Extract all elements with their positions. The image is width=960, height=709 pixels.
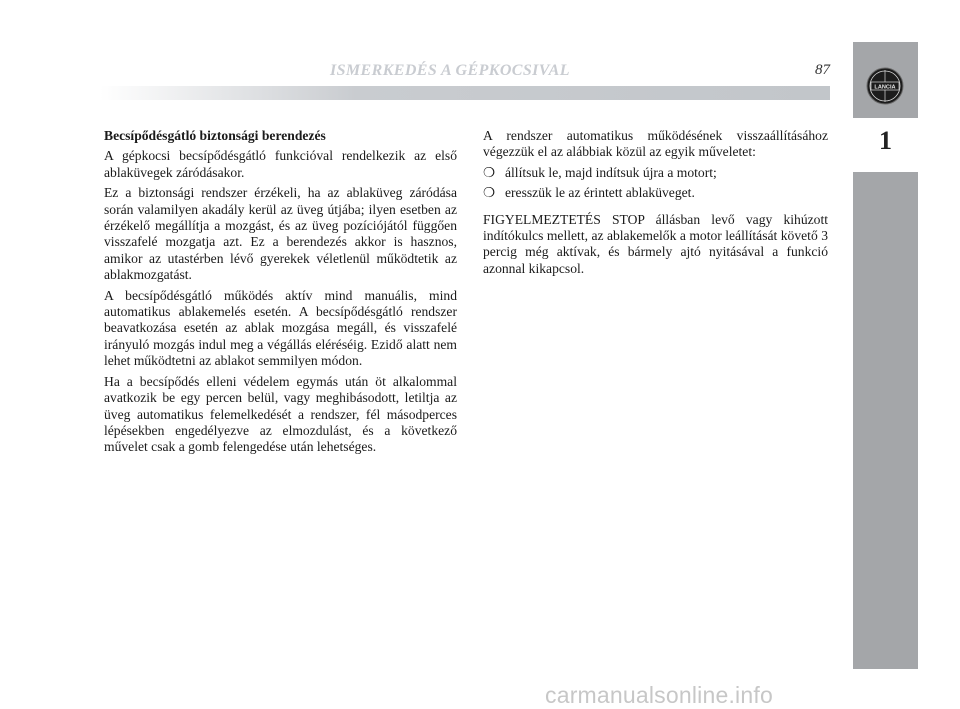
chapter-tab[interactable] <box>853 118 918 172</box>
paragraph: Ha a becsípődés elleni védelem egymás után öt alkalommal avatkozik be egy percen belül, vagy meghibásodott, letiltja az üveg automatikus felemelkedését a rendszer, fél másodperces lépésekben engedélyezve az elmozdulást, és a következő művelet csak a gomb felengedése után lehetséges. <box>104 373 457 455</box>
list-item-text: eresszük le az érintett ablaküveget. <box>505 185 695 201</box>
chapter-number: 1 <box>879 126 892 155</box>
circle-bullet-icon: ❍ <box>483 185 496 201</box>
running-header-title: ISMERKEDÉS A GÉPKOCSIVAL <box>330 62 570 79</box>
left-column <box>104 128 457 460</box>
logo-area <box>853 42 918 115</box>
list-item <box>483 165 828 181</box>
paragraph: A gépkocsi becsípődésgátló funkcióval rendelkezik az első ablaküvegek záródásakor. <box>104 148 457 180</box>
header-rule <box>100 86 830 100</box>
right-column <box>483 128 828 281</box>
watermark: carmanualsonline.info <box>545 682 773 708</box>
circle-bullet-icon: ❍ <box>483 164 496 180</box>
logo-text: LANCIA <box>874 84 896 91</box>
list-item-text: állítsuk le, majd indítsuk újra a motort; <box>505 164 717 180</box>
section-heading: Becsípődésgátló biztonsági berendezés <box>104 128 326 143</box>
intro-paragraph: A rendszer automatikus működésének visszaállításához végezzük el az alábbiak közül az egyik műveletet: <box>483 128 828 160</box>
list-item <box>483 185 828 201</box>
paragraph: Ez a biztonsági rendszer érzékeli, ha az ablaküveg záródása során valamilyen akadály kerül az üveg útjába; ilyen esetben az érzékelő megállítja a mozgást, és az üveg pozíciójától függően visszafelé mozgatja azt. Ez a berendezés akkor is hasznos, amikor az utastérben lévő gyerekek véletlenül működtetik az ablakmozgatást. <box>104 185 457 283</box>
lancia-logo-icon <box>865 66 905 106</box>
paragraph: A becsípődésgátló működés aktív mind manuális, mind automatikus ablakemelés esetén. A becsípődésgátló rendszer beavatkozása esetén az ablak mozgása megáll, és visszafelé irányuló mozgás indul meg a végállás eléréséig. Ezidő alatt nem lehet működtetni az ablakot semmilyen módon. <box>104 287 457 369</box>
chapter-sidebar <box>853 42 918 669</box>
warning-paragraph: FIGYELMEZTETÉS STOP állásban levő vagy kihúzott indítókulcs mellett, az ablakemelők a motor leállítását követő 3 percig még aktívak, és bármely ajtó nyitásával a funkció azonnal kikapcsol. <box>483 211 828 276</box>
page-number: 87 <box>815 62 830 78</box>
